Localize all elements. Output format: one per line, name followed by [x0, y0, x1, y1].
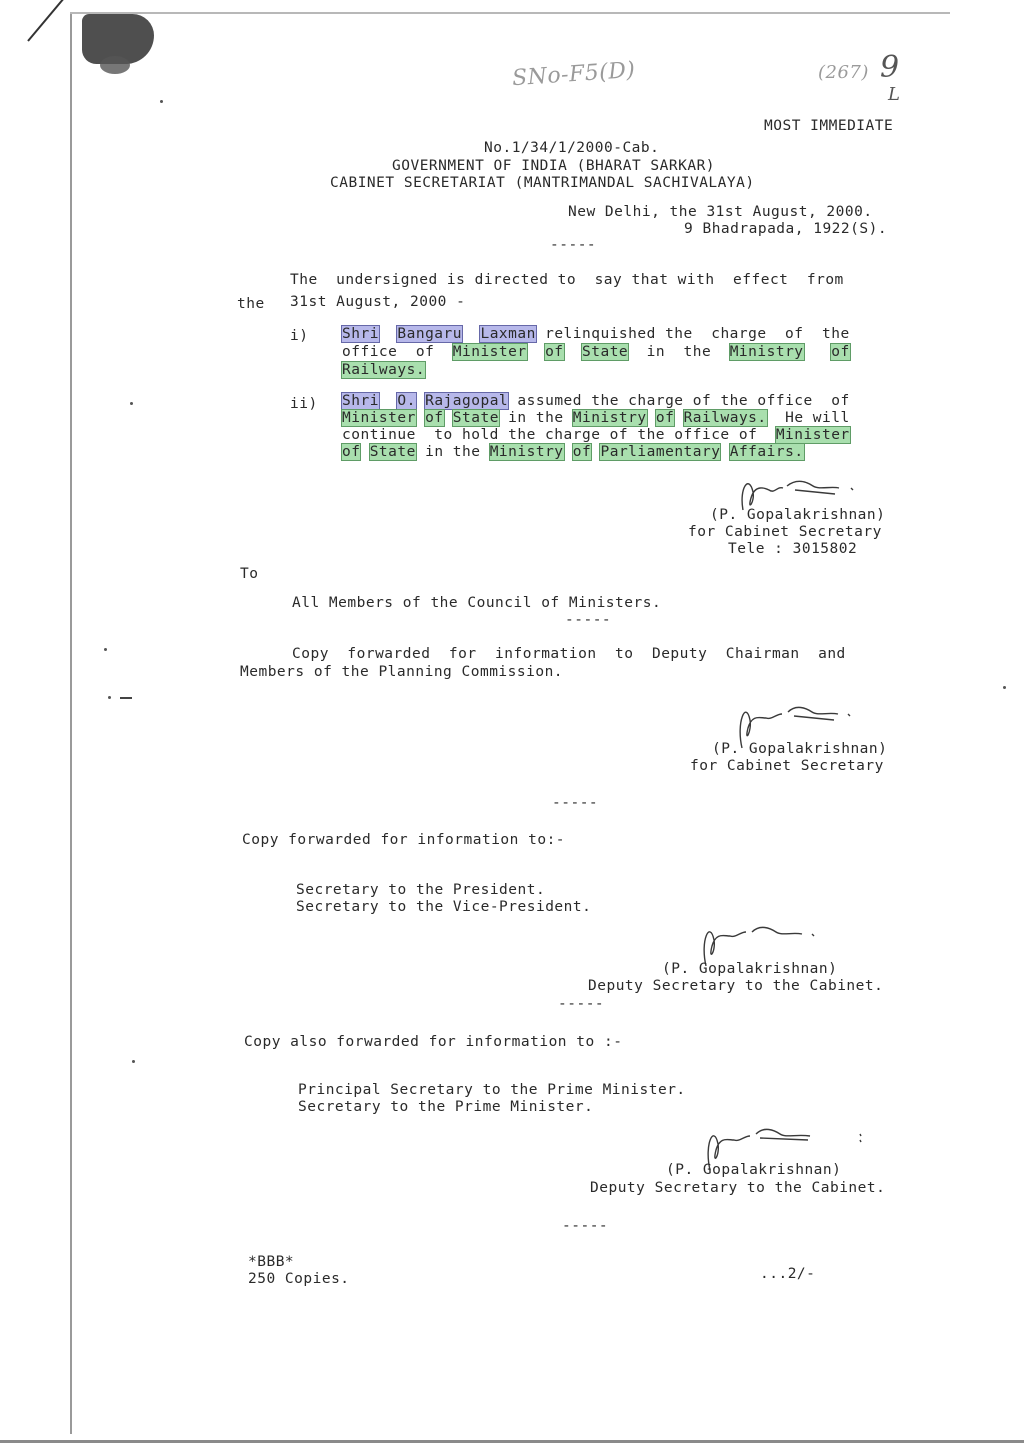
intro-line-2: 31st August, 2000 -	[290, 294, 466, 310]
signatory-title: for Cabinet Secretary	[688, 524, 882, 540]
signatory-tele: Tele : 3015802	[728, 541, 858, 557]
copy-2-recipient-1: Secretary to the President.	[296, 882, 546, 898]
highlight-minister: Minister	[452, 344, 527, 360]
highlight-railways: Railways.	[342, 362, 426, 378]
item-1-line-2: office of Minister of State in the Ministry of	[342, 344, 850, 360]
scan-bottom-edge	[0, 1440, 1024, 1443]
speck	[108, 696, 111, 699]
copy-3-recipient-2: Secretary to the Prime Minister.	[298, 1099, 594, 1115]
place-date: New Delhi, the 31st August, 2000.	[568, 204, 873, 220]
footer-code: *BBB*	[248, 1254, 295, 1270]
item-2-line-4: of State in the Ministry of Parliamentary Affairs.	[342, 444, 804, 460]
highlight-of: of	[655, 410, 675, 426]
corner-number: 9	[880, 50, 900, 85]
signatory-name: (P. Gopalakrishnan)	[710, 507, 886, 523]
item-1-number: i)	[290, 328, 309, 344]
corner-initial: L	[888, 84, 901, 105]
speck	[130, 402, 133, 405]
intro-line-2-lead: the	[237, 296, 265, 312]
stamp-note: SNo-F5(D)	[511, 57, 637, 92]
signatory-name: (P. Gopalakrishnan)	[712, 741, 888, 757]
highlight-shri: Shri	[342, 393, 379, 409]
item-2-number: ii)	[290, 396, 318, 412]
separator: -----	[562, 1218, 609, 1234]
copy-3-recipient-1: Principal Secretary to the Prime Minister.	[298, 1082, 686, 1098]
signatory-title: Deputy Secretary to the Cabinet.	[588, 978, 884, 994]
highlight-railways: Railways.	[683, 410, 767, 426]
priority-label: MOST IMMEDIATE	[764, 118, 894, 134]
scan-top-edge	[70, 12, 950, 14]
intro-line-1: The undersigned is directed to say that with effect from	[290, 272, 844, 288]
separator: -----	[565, 612, 612, 628]
copy-2-recipient-2: Secretary to the Vice-President.	[296, 899, 592, 915]
govt-heading: GOVERNMENT OF INDIA (BHARAT SARKAR)	[392, 158, 716, 174]
highlight-ministry: Ministry	[489, 444, 564, 460]
signatory-title: Deputy Secretary to the Cabinet.	[590, 1180, 886, 1196]
highlight-bangaru: Bangaru	[397, 326, 462, 342]
footer-copies: 250 Copies.	[248, 1271, 350, 1287]
item-1-line-1: Shri Bangaru Laxman relinquished the charge of the	[342, 326, 850, 342]
highlight-state: State	[582, 344, 629, 360]
speck	[160, 100, 163, 103]
highlight-of: of	[545, 344, 564, 360]
signatory-name: (P. Gopalakrishnan)	[666, 1162, 842, 1178]
highlight-laxman: Laxman	[480, 326, 536, 342]
highlight-rajagopal: Rajagopal	[425, 393, 509, 409]
highlight-ministry: Ministry	[729, 344, 804, 360]
saka-date: 9 Bhadrapada, 1922(S).	[684, 221, 888, 237]
highlight-minister: Minister	[775, 427, 850, 443]
highlight-affairs: Affairs.	[729, 444, 804, 460]
to-label: To	[240, 566, 259, 582]
to-recipients: All Members of the Council of Ministers.	[292, 595, 662, 611]
speck	[132, 1060, 135, 1063]
speck	[1003, 686, 1006, 689]
item-2-line-1: Shri O. Rajagopal assumed the charge of the office of	[342, 393, 850, 409]
highlight-state: State	[452, 410, 499, 426]
signatory-name: (P. Gopalakrishnan)	[662, 961, 838, 977]
highlight-of: of	[572, 444, 592, 460]
copy-3-heading: Copy also forwarded for information to :-	[244, 1034, 623, 1050]
pen-stroke	[27, 0, 67, 42]
page-continuation: ...2/-	[760, 1266, 816, 1282]
scan-left-edge	[70, 14, 72, 1434]
highlight-shri: Shri	[342, 326, 379, 342]
highlight-of: of	[831, 344, 850, 360]
highlight-of: of	[342, 444, 361, 460]
item-1-line-3	[342, 362, 425, 379]
file-number: No.1/34/1/2000-Cab.	[484, 140, 660, 156]
highlight-of: of	[425, 410, 444, 426]
item-2-line-2: Minister of State in the Ministry of Railways. He will	[342, 410, 850, 426]
separator: -----	[550, 237, 597, 253]
highlight-state: State	[369, 444, 416, 460]
copy-1-line-1: Copy forwarded for information to Deputy Chairman and	[292, 646, 846, 662]
highlight-minister: Minister	[342, 410, 416, 426]
speck	[120, 697, 132, 699]
item-2-line-3: continue to hold the charge of the office of Minister	[342, 427, 850, 443]
signatory-title: for Cabinet Secretary	[690, 758, 884, 774]
copy-2-heading: Copy forwarded for information to:-	[242, 832, 566, 848]
speck	[104, 648, 107, 651]
dept-heading: CABINET SECRETARIAT (MANTRIMANDAL SACHIVALAYA)	[330, 175, 755, 191]
separator: -----	[558, 996, 605, 1012]
separator: -----	[552, 795, 599, 811]
copy-1-line-2: Members of the Planning Commission.	[240, 664, 564, 680]
highlight-initial: O.	[397, 393, 416, 409]
highlight-parliamentary: Parliamentary	[600, 444, 721, 460]
corner-note: (267)	[818, 62, 869, 83]
scan-blot-small	[100, 56, 130, 74]
highlight-ministry: Ministry	[572, 410, 647, 426]
